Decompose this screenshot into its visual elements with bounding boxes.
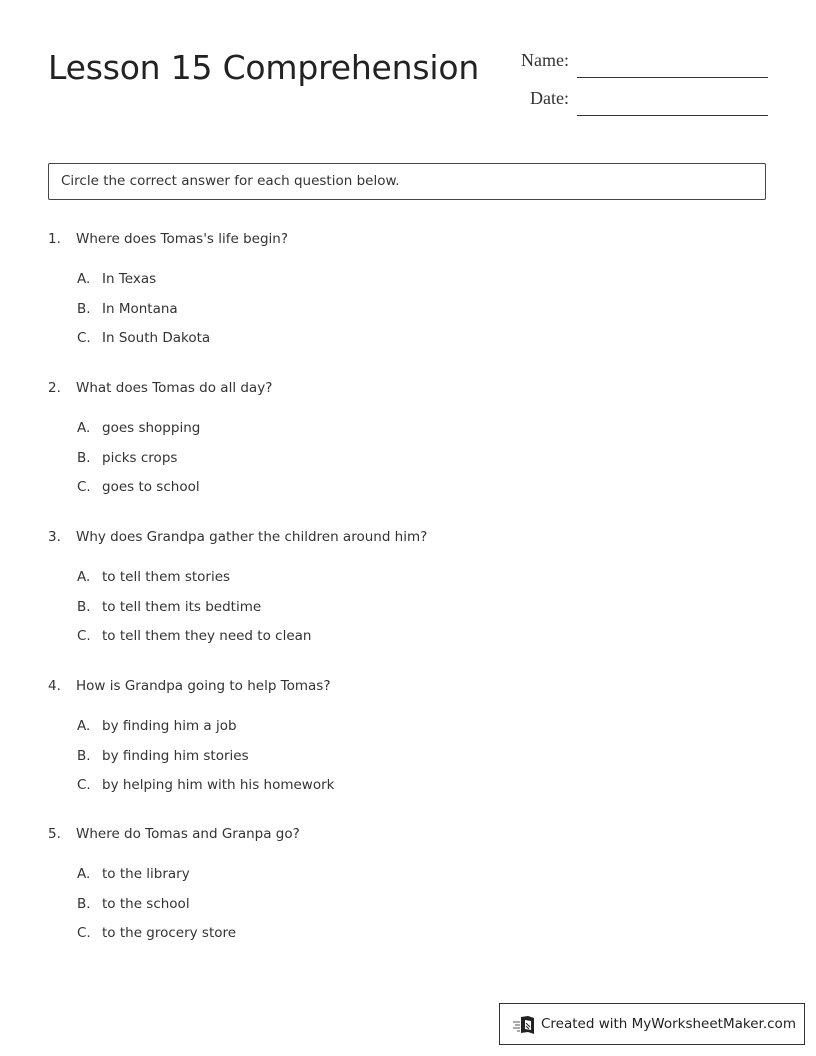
choice-text: by helping him with his homework (102, 777, 335, 794)
date-field (505, 86, 768, 116)
choice-letter: B. (77, 449, 91, 466)
footer-text: Created with MyWorksheetMaker.com (541, 1016, 796, 1032)
question-number: 2. (48, 380, 61, 396)
answer-choice-b[interactable] (48, 599, 748, 629)
choice-letter: A. (77, 420, 91, 436)
question-4 (48, 678, 748, 807)
choice-letter: A. (77, 866, 91, 882)
answer-choice-c[interactable] (48, 777, 748, 807)
choice-text: to the grocery store (102, 925, 237, 942)
answer-choice-b[interactable] (48, 748, 748, 778)
answer-choice-b[interactable] (48, 896, 748, 926)
question-number: 5. (48, 826, 61, 842)
name-field (505, 48, 768, 78)
page-title: Lesson 15 Comprehension (48, 48, 480, 87)
question-text: Where does Tomas's life begin? (76, 231, 288, 247)
date-blank-line[interactable] (577, 115, 768, 116)
choice-letter: C. (77, 925, 91, 942)
question-number: 3. (48, 529, 61, 545)
question-1 (48, 231, 748, 360)
question-text: Where do Tomas and Granpa go? (76, 826, 300, 842)
question-5 (48, 826, 748, 955)
choice-letter: B. (77, 895, 91, 912)
answer-choice-c[interactable] (48, 925, 748, 955)
footer-badge[interactable] (499, 1003, 805, 1045)
choice-letter: C. (77, 628, 91, 645)
question-number: 4. (48, 678, 61, 694)
choice-text: by finding him stories (102, 747, 249, 764)
choice-text: to the school (102, 895, 190, 912)
answer-choice-a[interactable] (48, 718, 748, 748)
answer-choice-b[interactable] (48, 301, 748, 331)
choice-text: picks crops (102, 449, 178, 466)
date-label: Date: (530, 88, 569, 108)
choice-letter: A. (77, 569, 91, 585)
answer-choice-c[interactable] (48, 330, 748, 360)
choice-text: goes to school (102, 479, 200, 496)
answer-choice-a[interactable] (48, 569, 748, 599)
choice-text: by finding him a job (102, 718, 237, 734)
choice-text: to tell them they need to clean (102, 628, 312, 645)
answer-choice-b[interactable] (48, 450, 748, 480)
answer-choice-a[interactable] (48, 866, 748, 896)
question-text: How is Grandpa going to help Tomas? (76, 678, 331, 694)
choice-text: goes shopping (102, 420, 201, 436)
instructions-text: Circle the correct answer for each question below. (61, 173, 400, 189)
instructions-box (48, 163, 766, 200)
choice-letter: B. (77, 747, 91, 764)
answer-choice-a[interactable] (48, 420, 748, 450)
question-3 (48, 529, 748, 658)
choice-text: to tell them stories (102, 569, 231, 585)
name-blank-line[interactable] (577, 77, 768, 78)
choice-text: In Texas (102, 271, 157, 287)
choice-text: In Montana (102, 300, 178, 317)
choice-letter: B. (77, 598, 91, 615)
name-label: Name: (521, 50, 569, 70)
answer-choice-c[interactable] (48, 628, 748, 658)
choice-text: to the library (102, 866, 190, 882)
choice-letter: C. (77, 777, 91, 794)
choice-letter: A. (77, 718, 91, 734)
choice-letter: B. (77, 300, 91, 317)
question-2 (48, 380, 748, 509)
choice-letter: A. (77, 271, 91, 287)
worksheet-logo-icon (512, 1015, 536, 1035)
question-number: 1. (48, 231, 61, 247)
choice-letter: C. (77, 479, 91, 496)
question-text: Why does Grandpa gather the children around him? (76, 529, 428, 545)
choice-text: In South Dakota (102, 330, 211, 347)
answer-choice-a[interactable] (48, 271, 748, 301)
answer-choice-c[interactable] (48, 479, 748, 509)
question-text: What does Tomas do all day? (76, 380, 273, 396)
choice-text: to tell them its bedtime (102, 598, 262, 615)
choice-letter: C. (77, 330, 91, 347)
